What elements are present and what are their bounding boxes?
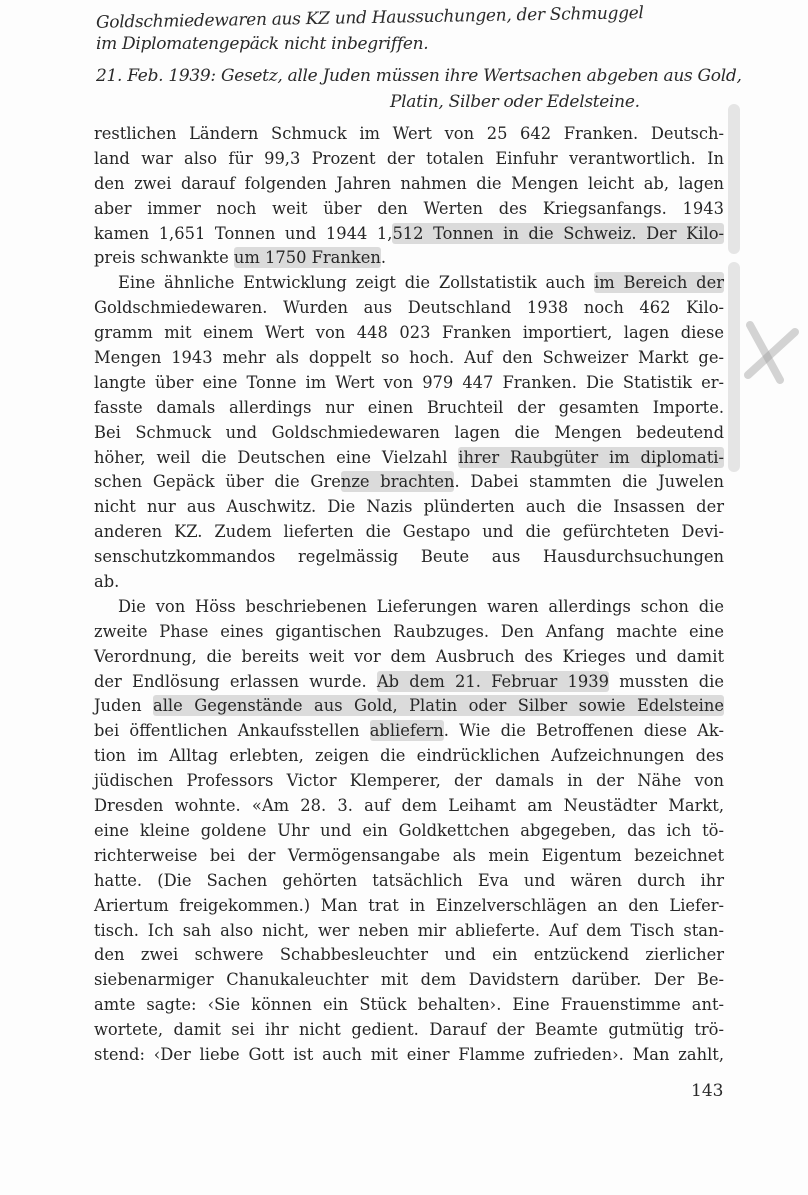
page-number: 143 [691, 1081, 724, 1101]
text-line: land war also für 99,3 Prozent der totalen Einfuhr verantwortlich. In [94, 148, 724, 168]
margin-x-mark-icon [740, 320, 800, 390]
text-line: langte über eine Tonne im Wert von 979 447 Franken. Die Statistik er- [94, 372, 724, 392]
text-line: siebenarmiger Chanukaleuchter mit dem Davidstern darüber. Der Be- [94, 970, 724, 990]
highlighted-phrase: 512 Tonnen in die Schweiz. Der Kilo- [392, 223, 724, 243]
text-line: tion im Alltag erlebten, zeigen die eindrücklichen Aufzeichnungen des [94, 746, 724, 766]
text-line: kamen 1,651 Tonnen und 1944 1,512 Tonnen in die Schweiz. Der Kilo- [94, 223, 724, 243]
text-line: den zwei schwere Schabbesleuchter und ein entzückend zierlicher [94, 945, 724, 965]
text-line: der Endlösung erlassen wurde. Ab dem 21. Februar 1939 mussten die [94, 671, 724, 691]
text-line: hatte. (Die Sachen gehörten tatsächlich Eva und wären durch ihr [94, 870, 724, 890]
handwritten-note-line-4: Platin, Silber oder Edelsteine. [390, 92, 640, 112]
highlighted-phrase: um 1750 Franken [233, 248, 381, 268]
text-line: jüdischen Professors Victor Klemperer, der damals in der Nähe von [94, 771, 724, 791]
text-line: aber immer noch weit über den Werten des Kriegsanfangs. 1943 [94, 198, 724, 218]
text-line: Eine ähnliche Entwicklung zeigt die Zollstatistik auch im Bereich der [118, 273, 725, 293]
text-line: restlichen Ländern Schmuck im Wert von 25 642 Franken. Deutsch- [94, 124, 724, 143]
text-line: richterweise bei der Vermögensangabe als mein Eigentum bezeichnet [94, 845, 724, 865]
text-line: bei öffentlichen Ankaufsstellen abliefern. Wie die Betroffenen diese Ak- [94, 721, 724, 741]
handwritten-note-line-1: Goldschmiedewaren aus KZ und Haussuchungen, der Schmuggel [95, 3, 644, 33]
text-line: zweite Phase eines gigantischen Raubzuges. Den Anfang machte eine [94, 621, 724, 641]
body-text [94, 122, 724, 1068]
text-line: ab. [94, 572, 120, 592]
text-line: Die von Höss beschriebenen Lieferungen waren allerdings schon die [118, 596, 724, 616]
text-line: Mengen 1943 mehr als doppelt so hoch. Auf den Schweizer Markt ge- [94, 348, 724, 368]
highlighted-phrase: alle Gegenstände aus Gold, Platin oder Silber sowie Edelsteine [153, 696, 724, 716]
text-line: anderen KZ. Zudem lieferten die Gestapo und die gefürchteten Devi- [94, 522, 724, 542]
text-line: senschutzkommandos regelmässig Beute aus Hausdurchsuchungen [94, 547, 724, 567]
text-line: eine kleine goldene Uhr und ein Goldkettchen abgegeben, das ich tö- [94, 820, 724, 840]
text-line: Verordnung, die bereits weit vor dem Ausbruch des Krieges und damit [94, 646, 724, 666]
text-line: Ariertum freigekommen.) Man trat in Einzelverschlägen an den Liefer- [94, 895, 724, 915]
text-line: stend: ‹Der liebe Gott ist auch mit einer Flamme zufrieden›. Man zahlt, [94, 1044, 724, 1064]
margin-marker-stroke-2 [728, 262, 740, 472]
text-line: nicht nur aus Auschwitz. Die Nazis plünderten auch die Insassen der [94, 497, 724, 517]
highlighted-phrase: im Bereich der [594, 273, 725, 293]
text-line: amte sagte: ‹Sie können ein Stück behalten›. Eine Frauenstimme ant- [94, 995, 724, 1015]
highlighted-phrase: abliefern [369, 721, 444, 741]
text-line: Bei Schmuck und Goldschmiedewaren lagen die Mengen bedeutend [94, 422, 724, 442]
text-line: schen Gepäck über die Grenze brachten. Dabei stammten die Juwelen [94, 472, 724, 492]
margin-marker-stroke-1 [728, 104, 740, 254]
text-line: wortete, damit sei ihr nicht gedient. Darauf der Beamte gutmütig trö- [94, 1020, 724, 1040]
text-line: Juden alle Gegenstände aus Gold, Platin oder Silber sowie Edelsteine [94, 696, 724, 716]
highlighted-phrase: ihrer Raubgüter im diplomati- [458, 447, 725, 467]
handwritten-note-line-2: im Diplomatengepäck nicht inbegriffen. [96, 34, 429, 54]
text-line: den zwei darauf folgenden Jahren nahmen die Mengen leicht ab, lagen [94, 173, 724, 193]
text-line: höher, weil die Deutschen eine Vielzahl ihrer Raubgüter im diplomati- [94, 447, 725, 467]
text-line: preis schwankte um 1750 Franken. [94, 248, 387, 268]
text-line: gramm mit einem Wert von 448 023 Franken importiert, lagen diese [94, 323, 724, 343]
highlighted-phrase: Ab dem 21. Februar 1939 [376, 671, 609, 691]
text-line: Goldschmiedewaren. Wurden aus Deutschland 1938 noch 462 Kilo- [94, 298, 724, 318]
text-line: fasste damals allerdings nur einen Bruchteil der gesamten Importe. [94, 397, 724, 417]
text-line: Dresden wohnte. «Am 28. 3. auf dem Leihamt am Neustädter Markt, [94, 796, 724, 816]
text-line: tisch. Ich sah also nicht, wer neben mir ablieferte. Auf dem Tisch stan- [94, 920, 724, 940]
handwritten-note-line-3: 21. Feb. 1939: Gesetz, alle Juden müssen ihre Wertsachen abgeben aus Gold, [96, 66, 742, 86]
highlighted-phrase: nze brachten [340, 472, 455, 492]
